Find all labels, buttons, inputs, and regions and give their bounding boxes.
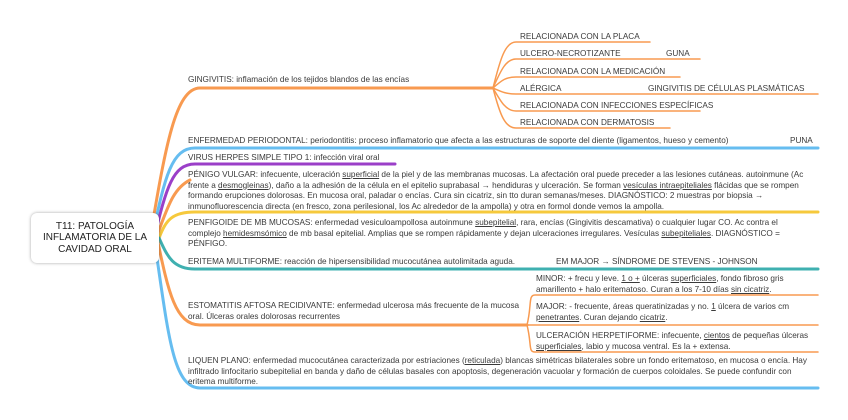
gingivitis-dermatosis[interactable]: RELACIONADA CON DERMATOSIS (520, 118, 655, 127)
herpes-label[interactable]: VIRUS HERPES SIMPLE TIPO 1: infección viral oral (188, 153, 380, 162)
gingivitis-medicacion[interactable]: RELACIONADA CON LA MEDICACIÓN (520, 67, 666, 76)
central-topic-title: T11: PATOLOGÍA INFLAMATORIA DE LA CAVIDAD ORAL (42, 220, 148, 255)
gingivitis-plasmaticas[interactable]: GINGIVITIS DE CÉLULAS PLASMÁTICAS (648, 84, 805, 93)
penfigoide-text[interactable]: PENFIGOIDE DE MB MUCOSAS: enfermedad vesiculoampollosa autoinmune subepitelial, rara, encías (Gingivitis descamativa) o cualquier lugar CO. Ac contra el complejo hemidesmsómico de mb basal epitelial. Amplias que se rompen rápidamente y dejan ulceraciones irregulares. Vesículas subepiteliales. DIAGNÓSTICO = PÉNFIGO. (188, 218, 780, 249)
aftosa-herpetiforme[interactable]: ULCERACIÓN HERPETIFORME: infecuente, cientos de pequeñas úlceras superficiales, labio y mucosa ventral. Es la + extensa. (536, 331, 809, 351)
gingivitis-infecciones[interactable]: RELACIONADA CON INFECCIONES ESPECÍFICAS (520, 101, 714, 110)
aftosa-label[interactable]: ESTOMATITIS AFTOSA RECIDIVANTE: enfermedad ulcerosa más frecuente de la mucosa oral. Úlceras orales dolorosas recurrentes (188, 301, 520, 321)
gingivitis-guna[interactable]: GUNA (666, 49, 690, 58)
periodontal-label[interactable]: ENFERMEDAD PERIODONTAL: periodontitis: proceso inflamatorio que afecta a las estructuras de soporte del diente (ligamentos, hueso y cemento) (188, 136, 729, 145)
eritema-major[interactable]: EM MAJOR → SÍNDROME DE STEVENS - JOHNSON (556, 257, 758, 266)
aftosa-major[interactable]: MAJOR: - frecuente, áreas queratinizadas y no. 1 úlcera de varios cm penetrantes. Curan dejando cicatriz. (536, 302, 790, 322)
periodontal-puna[interactable]: PUNA (790, 136, 813, 145)
gingivitis-ulcero[interactable]: ULCERO-NECROTIZANTE (520, 49, 621, 58)
aftosa-minor[interactable]: MINOR: + frecu y leve. 1 o + úlceras superficiales, fondo fibroso gris amarillento + halo eritematoso. Curan a los 7-10 días sin cicatriz. (536, 274, 784, 294)
gingivitis-alergica[interactable]: ALÉRGICA (520, 84, 562, 93)
central-topic[interactable] (31, 213, 159, 263)
gingivitis-placa[interactable]: RELACIONADA CON LA PLACA (520, 32, 640, 41)
eritema-label[interactable]: ERITEMA MULTIFORME: reacción de hipersensibilidad mucocutánea autolimitada aguda. (188, 257, 516, 266)
gingivitis-label[interactable]: GINGIVITIS: inflamación de los tejidos blandos de las encías (188, 75, 410, 84)
liquen-text[interactable]: LIQUEN PLANO: enfermedad mucocutánea caracterizada por estriaciones (reticulada) blancas simétricas bilaterales sobre un fondo eritematoso, en mucosa o encía. Hay infiltrado linfocitario subepitelial en banda y daño de células basales con apoptosis, degeneración vacuolar y formación de cuerpos coloidales. Se puede confundir con eritema multiforme. (188, 356, 807, 387)
penigo-text[interactable]: PÉNIGO VULGAR: infecuente, ulceración superficial de la piel y de las membranas mucosas. La afectación oral puede preceder a las lesiones cutáneas. autoinmune (Ac frente a desmogleinas), daño a la adhesión de la célula en el epitelio suprabasal → hendiduras y ulceración. Se forman vesículas intraepiteliales flácidas que se rompen formando erupciones dolorosas. En mucosa oral, paladar o encías. Cura sin cicatriz, sin tto duran semanas/meses. DIAGNÓSTICO: 2 muestras por biopsia → inmunofluorescencia directa (en fresco, zona perilesional, los Ac alrededor de la ampolla) y otra en formol donde vemos la ampolla. (188, 170, 804, 211)
